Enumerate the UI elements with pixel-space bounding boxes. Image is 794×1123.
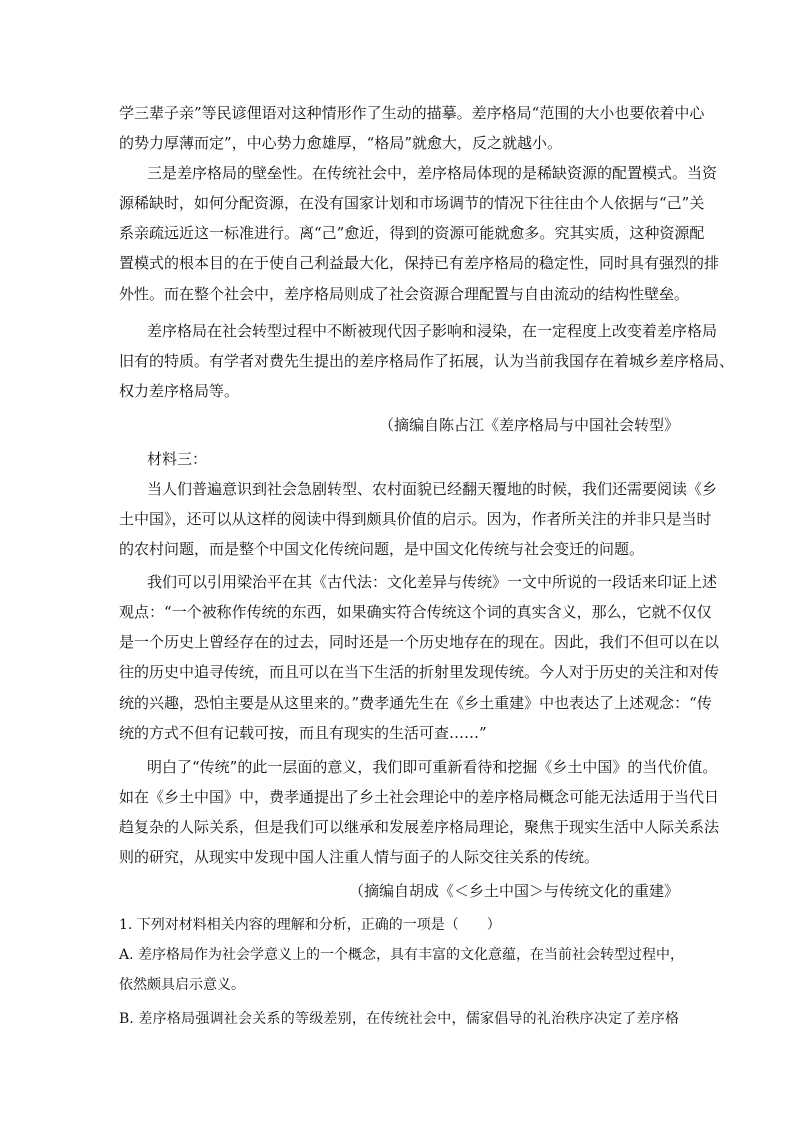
paragraph-line: 旧有的特质。有学者对费先生提出的差序格局作了拓展，认为当前我国存在着城乡差序格局、 [119,352,735,370]
paragraph-line: 我们可以引用梁治平在其《古代法：文化差异与传统》一文中所说的一段话来印证上述 [147,573,718,591]
option-b-line: B. 差序格局强调社会关系的等级差别，在传统社会中，儒家倡导的礼治秩序决定了差序格 [119,1011,679,1027]
source-citation: （摘编自陈占江《差序格局与中国社会转型》 [378,416,679,434]
paragraph-line: 统的兴趣，恐怕主要是从这里来的。”费孝通先生在《乡土重建》中也表达了上述观念：“传 [119,694,712,712]
paragraph-line: 三是差序格局的壁垒性。在传统社会中，差序格局体现的是稀缺资源的配置模式。当资 [147,164,718,182]
paragraph-line: 往的历史中追寻传统，而且可以在当下生活的折射里发现传统。今人对于历史的关注和对传 [119,663,720,681]
paragraph-line: 明白了“传统”的此一层面的意义，我们即可重新看待和挖掘《乡土中国》的当代价值。 [147,758,718,776]
paragraph-line: 统的方式不但有记载可按，而且有现实的生活可查……” [119,724,487,742]
paragraph-line: 外性。而在整个社会中，差序格局则成了社会资源合理配置与自由流动的结构性壁垒。 [119,285,690,303]
paragraph-line: 权力差序格局等。 [119,382,240,400]
question-stem: 1. 下列对材料相关内容的理解和分析，正确的一项是（ ） [119,917,501,933]
option-a-line: A. 差序格局作为社会学意义上的一个概念，具有丰富的文化意蕴，在当前社会转型过程中， [119,947,685,963]
paragraph-line: 则的研究，从现实中发现中国人注重人情与面子的人际交往关系的传统。 [119,848,600,866]
paragraph-line: 源稀缺时，如何分配资源，在没有国家计划和市场调节的情况下往往由个人依据与“己”关 [119,194,705,212]
section-heading: 材料三： [147,450,208,468]
paragraph-line: 如在《乡土中国》中，费孝通提出了乡土社会理论中的差序格局概念可能无法适用于当代日 [119,788,720,806]
paragraph-line: 学三辈子亲”等民谚俚语对这种情形作了生动的描摹。差序格局“范围的大小也要依着中心 [119,104,705,122]
source-citation: （摘编自胡成《＜乡土中国＞与传统文化的重建》 [348,882,679,900]
paragraph-line: 置模式的根本目的在于使自己利益最大化，保持已有差序格局的稳定性，同时具有强烈的排 [119,254,720,272]
paragraph-line: 系亲疏远近这一标准进行。离“己”愈近，得到的资源可能就愈多。究其实质，这种资源配 [119,224,705,242]
paragraph-line: 趋复杂的人际关系，但是我们可以继承和发展差序格局理论，聚焦于现实生活中人际关系法 [119,818,720,836]
paragraph-line: 是一个历史上曾经存在的过去，同时还是一个历史地存在的现在。因此，我们不但可以在以 [119,633,720,651]
paragraph-line: 土中国》，还可以从这样的阅读中得到颇具价值的启示。因为，作者所关注的并非只是当时 [119,510,712,528]
paragraph-line: 的势力厚薄而定”，中心势力愈雄厚，“格局”就愈大，反之就越小。 [119,134,563,152]
paragraph-line: 观点：“一个被称作传统的东西，如果确实符合传统这个词的真实含义，那么，它就不仅仅 [119,603,712,621]
paragraph-line: 的农村问题，而是整个中国文化传统问题，是中国文化传统与社会变迁的问题。 [119,540,645,558]
paragraph-line: 差序格局在社会转型过程中不断被现代因子影响和浸染，在一定程度上改变着差序格局 [147,322,718,340]
option-a-line: 依然颇具启示意义。 [119,977,245,993]
paragraph-line: 当人们普遍意识到社会急剧转型、农村面貌已经翻天覆地的时候，我们还需要阅读《乡 [147,480,718,498]
